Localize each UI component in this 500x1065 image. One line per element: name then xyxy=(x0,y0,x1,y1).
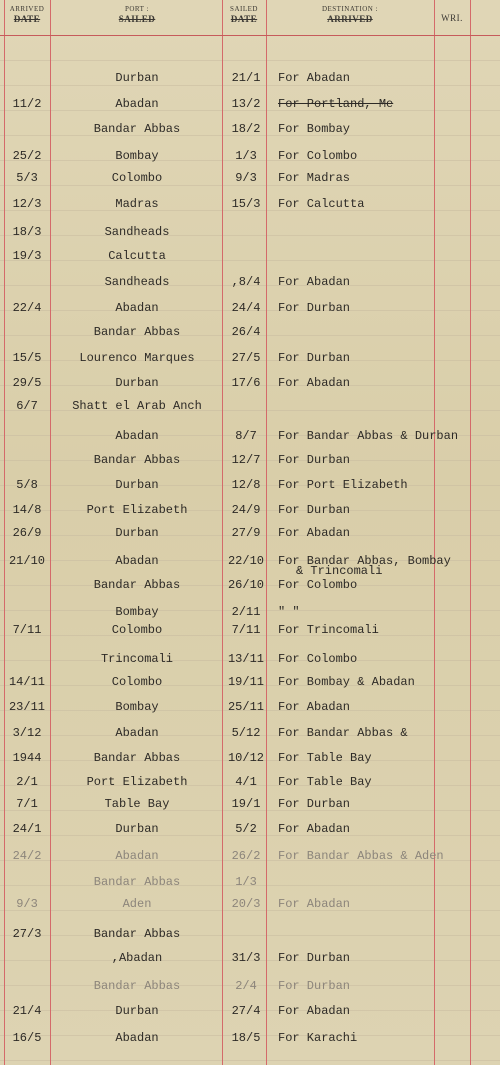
table-row xyxy=(0,604,500,620)
destination: For Calcutta xyxy=(278,197,365,211)
sailed-date: 12/7 xyxy=(231,453,261,467)
port-name: Calcutta xyxy=(108,249,166,263)
arrived-date: 18/3 xyxy=(12,225,42,239)
destination: For Bombay & Abadan xyxy=(278,675,415,689)
destination: For Table Bay xyxy=(278,775,372,789)
port-name: Bandar Abbas xyxy=(93,751,181,765)
sailed-date: 13/11 xyxy=(227,652,264,666)
destination: For Abadan xyxy=(278,526,351,540)
port-name: Abadan xyxy=(115,429,159,443)
sailed-date: 5/2 xyxy=(235,822,257,836)
header-rule xyxy=(0,35,500,36)
port-name: Bandar Abbas xyxy=(93,453,181,467)
arrived-date: 1944 xyxy=(12,751,42,765)
arrived-date: 25/2 xyxy=(12,149,42,163)
header-destination-label: DESTINATION : xyxy=(321,5,379,13)
sailed-date: 12/8 xyxy=(231,478,261,492)
port-name: Lourenco Marques xyxy=(79,351,195,365)
sailed-date: 4/1 xyxy=(235,775,257,789)
sailed-date: 8/7 xyxy=(235,429,257,443)
sailed-date: 22/10 xyxy=(227,554,264,568)
destination: For Bandar Abbas & Durban xyxy=(278,429,459,443)
destination: For Abadan xyxy=(278,1004,351,1018)
table-row xyxy=(0,70,500,86)
port-name: Durban xyxy=(115,822,159,836)
sailed-date: 19/11 xyxy=(227,675,264,689)
destination: For Durban xyxy=(278,797,351,811)
destination: " " xyxy=(278,605,300,619)
header-destination xyxy=(266,4,434,24)
port-name: Bandar Abbas xyxy=(93,927,181,941)
sailed-date: 10/12 xyxy=(227,751,264,765)
destination: For Durban xyxy=(278,951,351,965)
table-row xyxy=(0,525,500,541)
header-port-label: PORT : xyxy=(124,5,150,13)
destination: For Madras xyxy=(278,171,351,185)
destination: For Bandar Abbas & Aden xyxy=(278,849,444,863)
table-row xyxy=(0,622,500,638)
table-row xyxy=(0,300,500,316)
destination: For Durban xyxy=(278,979,351,993)
port-name: Bandar Abbas xyxy=(93,122,181,136)
destination: For Bandar Abbas & xyxy=(278,726,408,740)
table-row xyxy=(0,502,500,518)
destination: For Karachi xyxy=(278,1031,358,1045)
table-row xyxy=(0,121,500,137)
destination: For Abadan xyxy=(278,822,351,836)
destination: For Abadan xyxy=(278,71,351,85)
table-row xyxy=(0,428,500,444)
table-row xyxy=(0,774,500,790)
table-row xyxy=(0,896,500,912)
table-row xyxy=(0,651,500,667)
arrived-date: 27/3 xyxy=(12,927,42,941)
sailed-date: 26/4 xyxy=(231,325,261,339)
sailed-date: 18/2 xyxy=(231,122,261,136)
destination: For Colombo xyxy=(278,652,358,666)
sailed-date: 21/1 xyxy=(231,71,261,85)
header-sailed-label: SAILED xyxy=(230,5,258,13)
arrived-date: 16/5 xyxy=(12,1031,42,1045)
arrived-date: 22/4 xyxy=(12,301,42,315)
sailed-date: 15/3 xyxy=(231,197,261,211)
table-row xyxy=(0,398,500,414)
sailed-date: 9/3 xyxy=(235,171,257,185)
port-name: Durban xyxy=(115,478,159,492)
arrived-date: 15/5 xyxy=(12,351,42,365)
table-row xyxy=(0,274,500,290)
table-row xyxy=(0,224,500,240)
destination: For Colombo xyxy=(278,578,358,592)
arrived-date: 24/1 xyxy=(12,822,42,836)
arrived-date: 9/3 xyxy=(16,897,38,911)
port-name: Table Bay xyxy=(104,797,170,811)
arrived-date: 2/1 xyxy=(16,775,38,789)
port-name: Madras xyxy=(115,197,159,211)
table-row xyxy=(0,477,500,493)
header-port-sailed: SAILED xyxy=(118,14,156,24)
header-destination-arrived: ARRIVED xyxy=(327,14,373,24)
port-name: Bandar Abbas xyxy=(93,578,181,592)
destination: For Abadan xyxy=(278,700,351,714)
destination: For Durban xyxy=(278,301,351,315)
table-row xyxy=(0,196,500,212)
arrived-date: 7/11 xyxy=(12,623,42,637)
port-name: Shatt el Arab Anch xyxy=(72,399,202,413)
destination: For Bombay xyxy=(278,122,351,136)
arrived-date: 5/8 xyxy=(16,478,38,492)
arrived-date: 26/9 xyxy=(12,526,42,540)
arrived-date: 23/11 xyxy=(8,700,45,714)
arrived-date: 7/1 xyxy=(16,797,38,811)
table-row xyxy=(0,978,500,994)
sailed-date: 13/2 xyxy=(231,97,261,111)
sailed-date: 27/5 xyxy=(231,351,261,365)
header-arrived-label: ARRIVED xyxy=(9,5,45,13)
table-row xyxy=(0,848,500,864)
destination: For Durban xyxy=(278,503,351,517)
destination: For Table Bay xyxy=(278,751,372,765)
destination-continued: & Trincomali xyxy=(296,564,383,578)
port-name: Durban xyxy=(115,376,159,390)
sailed-date: 31/3 xyxy=(231,951,261,965)
table-row xyxy=(0,699,500,715)
arrived-date: 21/10 xyxy=(8,554,45,568)
port-name: Trincomali xyxy=(100,652,173,666)
port-name: Colombo xyxy=(111,675,163,689)
table-row xyxy=(0,170,500,186)
destination: For Durban xyxy=(278,453,351,467)
table-row xyxy=(0,1003,500,1019)
arrived-date: 29/5 xyxy=(12,376,42,390)
port-name: Bandar Abbas xyxy=(93,979,181,993)
sailed-date: 1/3 xyxy=(235,875,257,889)
destination: For Colombo xyxy=(278,149,358,163)
port-name: Durban xyxy=(115,71,159,85)
port-name: ,Abadan xyxy=(111,951,163,965)
header-port xyxy=(52,4,222,24)
arrived-date: 11/2 xyxy=(12,97,42,111)
port-name: Durban xyxy=(115,1004,159,1018)
sailed-date: 24/4 xyxy=(231,301,261,315)
destination: For Bandar Abbas, Bombay xyxy=(278,554,451,568)
port-name: Bandar Abbas xyxy=(93,875,181,889)
table-row xyxy=(0,324,500,340)
table-row xyxy=(0,248,500,264)
header-arrived xyxy=(4,4,50,24)
table-row xyxy=(0,375,500,391)
destination: For Abadan xyxy=(278,897,351,911)
table-row xyxy=(0,350,500,366)
table-row xyxy=(0,1030,500,1046)
sailed-date: 27/9 xyxy=(231,526,261,540)
destination: For Durban xyxy=(278,351,351,365)
sailed-date: 20/3 xyxy=(231,897,261,911)
port-name: Port Elizabeth xyxy=(86,775,188,789)
sailed-date: 25/11 xyxy=(227,700,264,714)
table-row xyxy=(0,553,500,578)
ruled-line xyxy=(0,1060,500,1061)
arrived-date: 21/4 xyxy=(12,1004,42,1018)
port-name: Durban xyxy=(115,526,159,540)
port-name: Abadan xyxy=(115,1031,159,1045)
port-name: Colombo xyxy=(111,171,163,185)
table-row xyxy=(0,725,500,741)
table-row xyxy=(0,148,500,164)
sailed-date: 2/11 xyxy=(231,605,261,619)
sailed-date: ,8/4 xyxy=(231,275,261,289)
table-row xyxy=(0,874,500,890)
table-row xyxy=(0,674,500,690)
port-name: Bandar Abbas xyxy=(93,325,181,339)
arrived-date: 3/12 xyxy=(12,726,42,740)
port-name: Colombo xyxy=(111,623,163,637)
table-row xyxy=(0,750,500,766)
sailed-date: 18/5 xyxy=(231,1031,261,1045)
sailed-date: 26/10 xyxy=(227,578,264,592)
arrived-date: 19/3 xyxy=(12,249,42,263)
table-row xyxy=(0,577,500,593)
sailed-date: 27/4 xyxy=(231,1004,261,1018)
port-name: Abadan xyxy=(115,301,159,315)
table-row xyxy=(0,926,500,942)
sailed-date: 19/1 xyxy=(231,797,261,811)
table-row xyxy=(0,96,500,112)
sailed-date: 2/4 xyxy=(235,979,257,993)
sailed-date: 24/9 xyxy=(231,503,261,517)
table-row xyxy=(0,950,500,966)
port-name: Abadan xyxy=(115,849,159,863)
arrived-date: 12/3 xyxy=(12,197,42,211)
destination: For Trincomali xyxy=(278,623,379,637)
table-row xyxy=(0,821,500,837)
destination: For Abadan xyxy=(278,376,351,390)
port-name: Port Elizabeth xyxy=(86,503,188,517)
sailed-date: 7/11 xyxy=(231,623,261,637)
port-name: Abadan xyxy=(115,97,159,111)
arrived-date: 5/3 xyxy=(16,171,38,185)
arrived-date: 24/2 xyxy=(12,849,42,863)
port-name: Bombay xyxy=(115,605,159,619)
arrived-date: 14/11 xyxy=(8,675,45,689)
port-name: Abadan xyxy=(115,554,159,568)
header-arrived-date: DATE xyxy=(13,14,41,24)
table-row xyxy=(0,796,500,812)
port-name: Sandheads xyxy=(104,225,170,239)
port-name: Bombay xyxy=(115,700,159,714)
sailed-date: 1/3 xyxy=(235,149,257,163)
header-wri: WRI. xyxy=(441,13,463,23)
header-sailed-date: DATE xyxy=(230,14,258,24)
port-name: Bombay xyxy=(115,149,159,163)
destination: For Portland, Me xyxy=(278,97,394,111)
table-row xyxy=(0,452,500,468)
destination: For Port Elizabeth xyxy=(278,478,408,492)
sailed-date: 5/12 xyxy=(231,726,261,740)
sailed-date: 17/6 xyxy=(231,376,261,390)
destination: For Abadan xyxy=(278,275,351,289)
arrived-date: 14/8 xyxy=(12,503,42,517)
port-name: Aden xyxy=(122,897,152,911)
port-name: Abadan xyxy=(115,726,159,740)
header-sailed xyxy=(222,4,266,24)
ruled-line xyxy=(0,60,500,61)
arrived-date: 6/7 xyxy=(16,399,38,413)
port-name: Sandheads xyxy=(104,275,170,289)
sailed-date: 26/2 xyxy=(231,849,261,863)
